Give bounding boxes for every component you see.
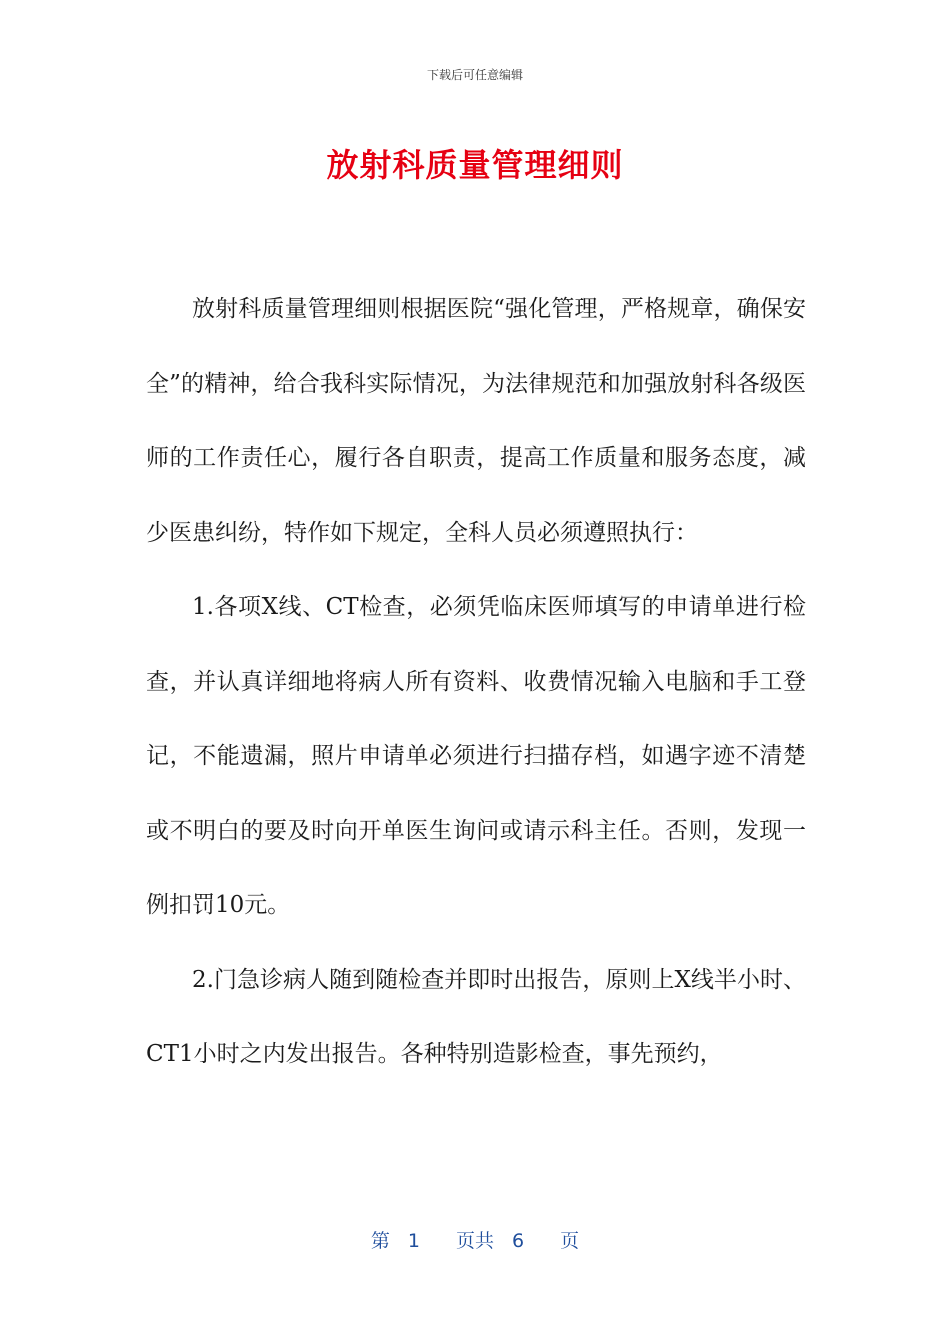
page-label-middle: 页共 <box>455 1230 494 1252</box>
paragraph-intro: 放射科质量管理细则根据医院“强化管理，严格规章，确保安全”的精神，给合我科实际情况，为法律规范和加强放射科各级医师的工作责任心，履行各自职责，提高工作质量和服务态度，减少医患纠纷，特作如下规定，全科人员必须遵照执行： <box>146 296 806 546</box>
document-body <box>146 272 806 1092</box>
document-title: 放射科质量管理细则 <box>326 146 624 184</box>
page-number-current: 1 <box>407 1230 420 1252</box>
page-label-prefix: 第 <box>370 1230 390 1252</box>
page-label-suffix: 页 <box>560 1230 580 1252</box>
page-number-total: 6 <box>512 1230 525 1252</box>
paragraph-item-2: 2.门急诊病人随到随检查并即时出报告，原则上X线半小时、CT1小时之内发出报告。各种特别造影检查，事先预约， <box>146 966 806 1067</box>
paragraph-item-1: 1.各项X线、CT检查，必须凭临床医师填写的申请单进行检查，并认真详细地将病人所有资料、收费情况输入电脑和手工登记，不能遗漏，照片申请单必须进行扫描存档，如遇字迹不清楚或不明白的要及时向开单医生询问或请示科主任。否则，发现一例扣罚10元。 <box>146 594 806 918</box>
header-note: 下载后可任意编辑 <box>426 68 523 82</box>
page-footer <box>0 1226 950 1253</box>
